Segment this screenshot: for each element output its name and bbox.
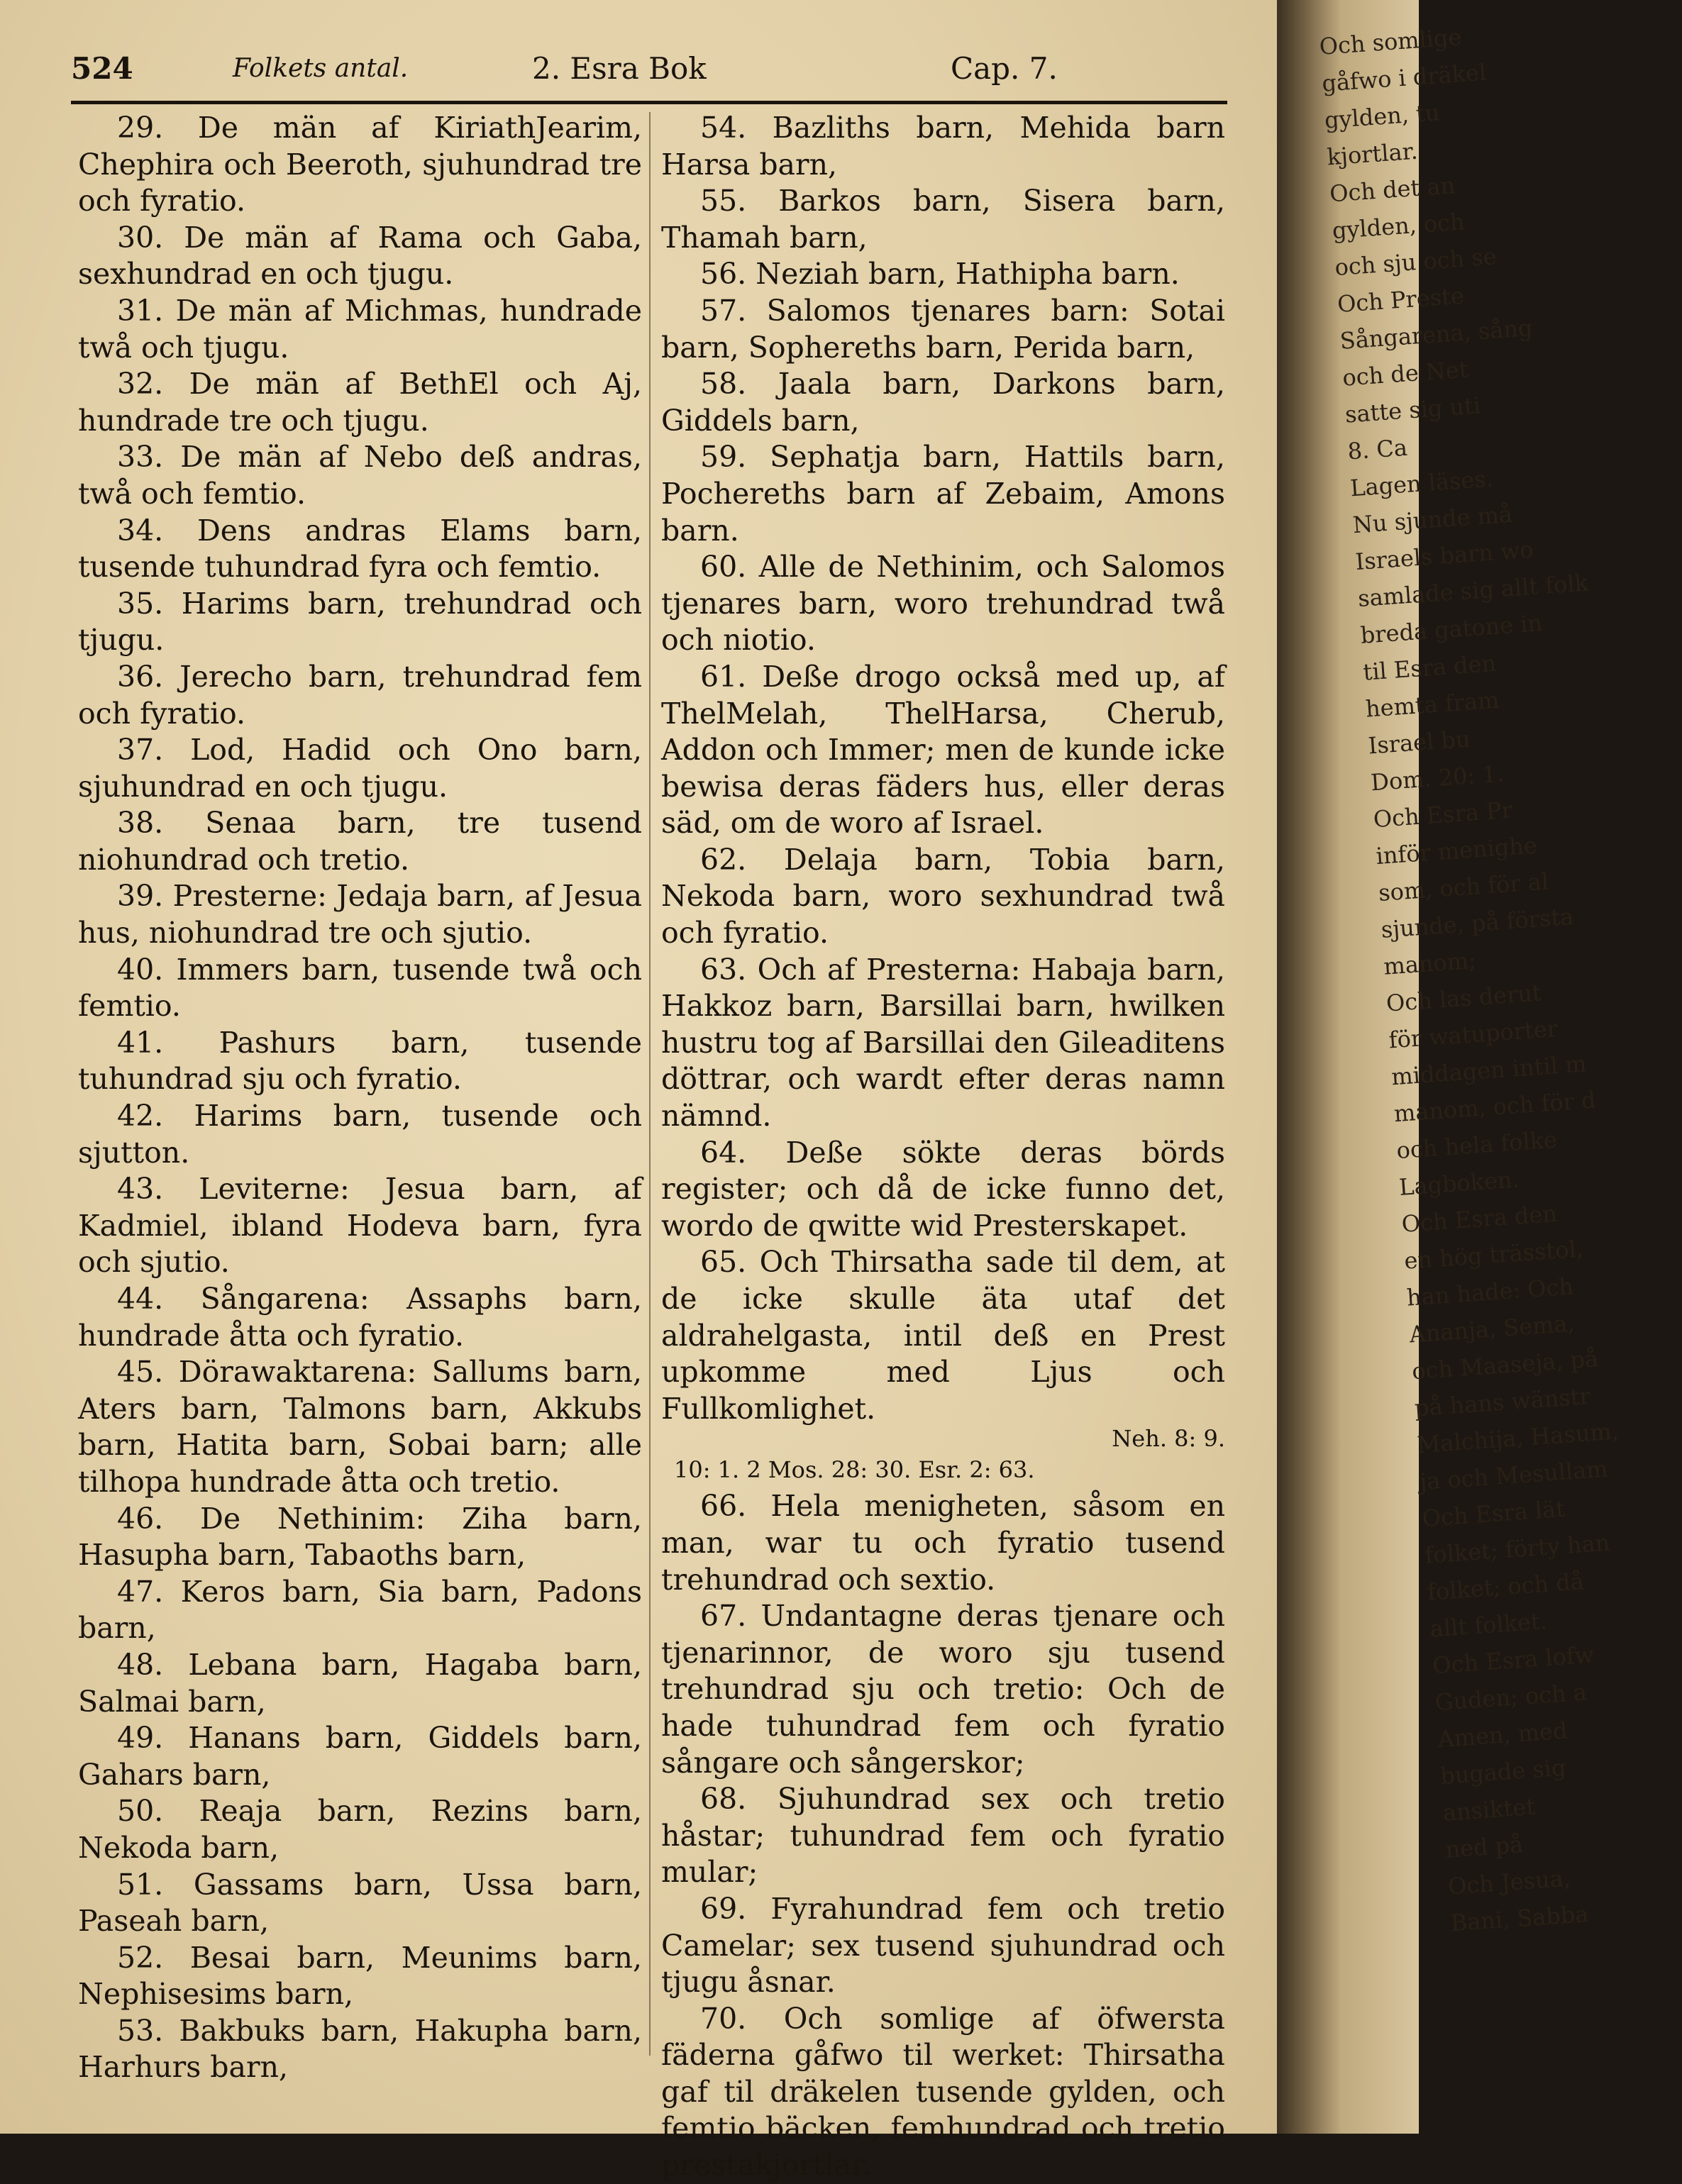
verse-number: 56. [700,257,747,292]
verse [78,513,642,586]
verse-text: De män af Michmas, hundrade twå och tjugu. [78,293,642,365]
verse [78,1281,642,1354]
facing-page-line: Och det an [1328,172,1456,208]
facing-page-line: bugade sig [1439,1753,1567,1790]
facing-page-line: Och Esra lofw [1432,1641,1595,1680]
verse-number: 43. [117,1172,164,1207]
facing-page-line: allt folket. [1429,1607,1548,1643]
verse [78,293,642,366]
verse-number: 58. [700,367,747,401]
verse-number: 52. [117,1940,164,1975]
facing-page-line: folket; och då [1426,1568,1585,1606]
verse [78,1025,642,1098]
verse [78,1647,642,1720]
verse-text: Dens andras Elams barn, tusende tuhundrad fyra och femtio. [78,513,642,584]
verse-number: 50. [117,1794,164,1829]
verse [78,952,642,1025]
verse-text: Och Thirsatha sade til dem, at de icke skulle äta utaf det aldrahelgasta, intil deß en Prest upkomme med Ljus och Fullkomlighet. [661,1245,1225,1426]
verse-number: 69. [700,1891,747,1926]
facing-page-line: Dom. 20: 1. [1370,760,1505,797]
verse-text: Sephatja barn, Hattils barn, Pochereths barn af Zebaim, Amons barn. [661,440,1225,548]
facing-page-text [1318,21,1620,1941]
facing-page-line: manom, och för d [1393,1086,1597,1128]
verse [661,366,1225,439]
facing-page-line: Och las derut [1385,979,1542,1017]
verse [661,1244,1225,1427]
verse-number: 31. [117,293,164,328]
page-number: 524 [71,51,133,86]
facing-page-line: Och Jesua, [1446,1864,1572,1900]
verse-number: 46. [117,1501,164,1536]
facing-page-line: ja och Mesullam [1418,1455,1609,1495]
verse-number: 41. [117,1025,164,1060]
facing-page-line: ned på [1444,1831,1525,1863]
verse-text: De män af Nebo deß andras, twå och femtio. [78,440,642,511]
facing-page-line: Israels barn wo [1354,536,1534,576]
verse-number: 64. [700,1135,747,1170]
verse-number: 51. [117,1867,164,1902]
verse-text: Salomos tjenares barn: Sotai barn, Sophereths barn, Perida barn, [661,293,1225,365]
facing-page-line: Amen, med [1437,1717,1568,1753]
verse [661,659,1225,842]
facing-page-line: han hade: Och [1405,1273,1575,1312]
facing-page-line: Lagboken. [1398,1165,1520,1201]
facing-page-line: hemta fram [1364,686,1500,723]
verse-number: 48. [117,1647,164,1682]
verse-number: 35. [117,586,164,621]
verse-number: 36. [117,659,164,694]
facing-page-line: Guden; och a [1434,1678,1588,1717]
facing-page-line: satte sig uti [1344,392,1482,428]
verse-text: Reaja barn, Rezins barn, Nekoda barn, [78,1794,642,1865]
verse-number: 59. [700,440,747,475]
verse [661,842,1225,952]
verse-number: 55. [700,184,747,218]
facing-page-line: på hans wänstr [1413,1382,1592,1422]
verse-number: 68. [700,1782,747,1817]
verse [661,1891,1225,2001]
left-column [78,110,642,2086]
facing-page-line: Och somlige [1318,23,1463,60]
verse-text: Hela menigheten, såsom en man, war tu och fyratio tusend trehundrad och sextio. [661,1489,1225,1597]
verse [78,1867,642,1940]
facing-page-line: samlade sig allt folk [1356,569,1590,612]
facing-page-line: Och Esra den [1400,1199,1558,1238]
facing-page-line: middagen intil m [1390,1050,1588,1091]
verse-text: Delaja barn, Tobia barn, Nekoda barn, woro sexhundrad twå och fyratio. [661,842,1225,950]
right-column [661,110,1225,2184]
cross-reference: Neh. 8: 9. [1112,1425,1225,1453]
facing-page-edge [1277,0,1620,2134]
verse-number: 53. [117,2013,164,2048]
verse-number: 39. [117,879,164,914]
facing-page-line: Bani, Sabba [1449,1900,1590,1937]
verse-text: Leviterne: Jesua barn, af Kadmiel, ibland Hodeva barn, fyra och sjutio. [78,1172,642,1280]
verse-text: Bakbuks barn, Hakupha barn, Harhurs barn, [78,2013,642,2085]
verse-number: 38. [117,806,164,841]
verse-text: Bazliths barn, Mehida barn Harsa barn, [661,111,1225,182]
facing-page-line: gylden, tu [1323,99,1441,134]
verse [661,1598,1225,1781]
verse-text: Immers barn, tusende twå och femtio. [78,952,642,1024]
verse-text: Deße drogo också med up, af ThelMelah, ThelHarsa, Cherub, Addon och Immer; men de kunde icke bewisa deras fäders hus, eller deras säd, om de woro af Israel. [661,659,1225,841]
facing-page-line: Lagen läses. [1349,465,1494,502]
facing-page-line: och Maaseja, på [1411,1345,1600,1385]
facing-page-line: kjortlar. [1326,137,1419,171]
verse [661,2001,1225,2184]
verse [661,110,1225,183]
verse [78,1720,642,1793]
column-divider [649,112,651,2056]
verse [78,439,642,512]
facing-page-line: gylden, och [1331,208,1466,245]
facing-page-line: til Esra den [1362,649,1498,686]
facing-page-line: som, och för al [1377,867,1550,907]
verse [78,1574,642,1647]
verse-number: 63. [700,952,747,987]
verse-text: Lebana barn, Hagaba barn, Salmai barn, [78,1647,642,1719]
verse-text: Jaala barn, Darkons barn, Giddels barn, [661,367,1225,438]
verse-number: 44. [117,1282,164,1316]
verse [78,1354,642,1500]
verse-text: Lod, Hadid och Ono barn, sjuhundrad en och tjugu. [78,733,642,804]
verse-number: 49. [117,1721,164,1756]
verse-number: 33. [117,440,164,475]
verse-number: 62. [700,842,747,877]
verse-text: Undantagne deras tjenare och tjenarinnor, de woro sju tusend trehundrad sju och tretio: Och de hade tuhundrad fem och fyratio sångare och sångerskor; [661,1599,1225,1780]
verse-text: Besai barn, Meunims barn, Nephisesims barn, [78,1940,642,2012]
verse-text: Harims barn, trehundrad och tjugu. [78,586,642,658]
verse [661,1781,1225,1891]
facing-page-line: sjunde, på första [1380,902,1575,943]
verse-text: Sångarena: Assaphs barn, hundrade åtta och fyratio. [78,1282,642,1353]
verse-number: 47. [117,1574,164,1609]
verse [661,1488,1225,1598]
verse [78,1793,642,1866]
verse-text: De Nethinim: Ziha barn, Hasupha barn, Tabaoths barn, [78,1501,642,1573]
chapter-label: Cap. 7. [951,51,1058,86]
cross-reference-continued: 10: 1. 2 Mos. 28: 30. Esr. 2: 63. [674,1456,1035,1484]
facing-page-line: och de Net [1341,355,1469,392]
verse-number: 60. [700,550,747,584]
facing-page-line: ansiktet [1442,1792,1537,1827]
verse [78,2013,642,2086]
facing-page-line: Malchija, Hasum, [1416,1417,1620,1459]
book-title: 2. Esra Bok [532,51,707,86]
facing-page-line: gåfwo i dräkel [1321,58,1488,97]
verse-text: Deße sökte deras börds register; och då de icke funno det, wordo de qwitte wid Presterskapet. [661,1135,1225,1243]
facing-page-line: och hela folke [1395,1126,1559,1165]
verse-number: 29. [117,111,164,145]
verse [78,1501,642,1574]
facing-page-line: och sju och se [1334,243,1498,282]
verse-text: Neziah barn, Hathipha barn. [756,257,1180,292]
facing-page-line: för watuporter [1388,1014,1559,1054]
facing-page-line: Och Esra lät [1421,1495,1566,1532]
header-rule [71,101,1227,104]
verse-text: Alle de Nethinim, och Salomos tjenares barn, woro trehundrad twå och niotio. [661,550,1225,658]
facing-page-line: 8. Ca [1346,433,1409,465]
verse [661,256,1225,293]
verse-text: Gassams barn, Ussa barn, Paseah barn, [78,1867,642,1939]
facing-page-line: Israel bu [1367,725,1471,760]
verse-number: 54. [700,111,747,145]
facing-page-line: Sångarena, sång [1339,314,1534,355]
facing-page-line: Nu sjunde må [1351,500,1514,539]
running-title: Folkets antal. [233,54,409,83]
verse [78,659,642,732]
verse [78,110,642,220]
facing-page-line: inför menighe [1375,831,1538,870]
verse [661,549,1225,659]
verse [661,293,1225,366]
verse-text: Presterne: Jedaja barn, af Jesua hus, niohundrad tre och sjutio. [78,879,642,950]
verse-text: Hanans barn, Giddels barn, Gahars barn, [78,1721,642,1792]
facing-page-line: folket; förty han [1424,1529,1611,1569]
verse-number: 67. [700,1599,747,1634]
verse-text: Jerecho barn, trehundrad fem och fyratio. [78,659,642,731]
verse [78,366,642,439]
verse-text: Pashurs barn, tusende tuhundrad sju och fyratio. [78,1025,642,1097]
verse-text: Fyrahundrad fem och tretio Camelar; sex tusend sjuhundrad och tjugu åsnar. [661,1891,1225,2000]
verse-number: 57. [700,293,747,328]
verse-number: 34. [117,513,164,548]
verse [78,805,642,878]
verse-number: 45. [117,1355,164,1390]
verse-number: 70. [700,2001,747,2036]
verse-number: 65. [700,1245,747,1280]
facing-page-line: Ananja, Sema, [1408,1309,1576,1348]
facing-page-line: en hög trässtol, [1403,1235,1585,1275]
verse-text: De män af KiriathJearim, Chephira och Beeroth, sjuhundrad tre och fyratio. [78,111,642,218]
verse-text: Harims barn, tusende och sjutton. [78,1099,642,1170]
verse-number: 37. [117,733,164,767]
verse-text: De män af BethEl och Aj, hundrade tre och tjugu. [78,367,642,438]
verse [661,952,1225,1135]
verse-number: 40. [117,952,164,987]
verse [78,220,642,293]
verse [78,1940,642,2013]
facing-page-line: Och Esra Pr [1372,796,1513,833]
verse [78,732,642,805]
verse-text: Barkos barn, Sisera barn, Thamah barn, [661,184,1225,255]
verse [661,439,1225,549]
verse-text: Dörawaktarena: Sallums barn, Aters barn, Talmons barn, Akkubs barn, Hatita barn, Sobai barn; alle tilhopa hundrade åtta och tretio. [78,1355,642,1499]
verse-text: Och somlige af öfwersta fäderna gåfwo til werket: Thirsatha gaf til dräkelen tusende gylden, och femtio bäcken, femhundrad och tretio prestakjortlar. [661,2001,1225,2183]
verse-text: Sjuhundrad sex och tretio håstar; tuhundrad fem och fyratio mular; [661,1782,1225,1890]
verse-number: 42. [117,1099,164,1133]
verse [78,878,642,951]
facing-page-line: breda gatone in [1359,609,1544,649]
facing-page-line: Och Preste [1336,282,1466,318]
page-header [71,44,1227,94]
verse [78,1098,642,1171]
verse-text: Keros barn, Sia barn, Padons barn, [78,1574,642,1646]
verse-number: 32. [117,367,164,401]
facing-page-line: manom; [1383,946,1477,980]
verse-text: Och af Presterna: Habaja barn, Hakkoz barn, Barsillai barn, hwilken hustru tog af Barsillai den Gileaditens döttrar, och wardt efter deras namn nämnd. [661,952,1225,1133]
verse-number: 30. [117,220,164,255]
verse-text: De män af Rama och Gaba, sexhundrad en och tjugu. [78,220,642,292]
verse-number: 61. [700,659,747,694]
verse [78,586,642,659]
verse-text: Senaa barn, tre tusend niohundrad och tretio. [78,806,642,877]
verse [661,183,1225,256]
verse [78,1171,642,1281]
verse-number: 66. [700,1489,747,1524]
verse [661,1135,1225,1245]
